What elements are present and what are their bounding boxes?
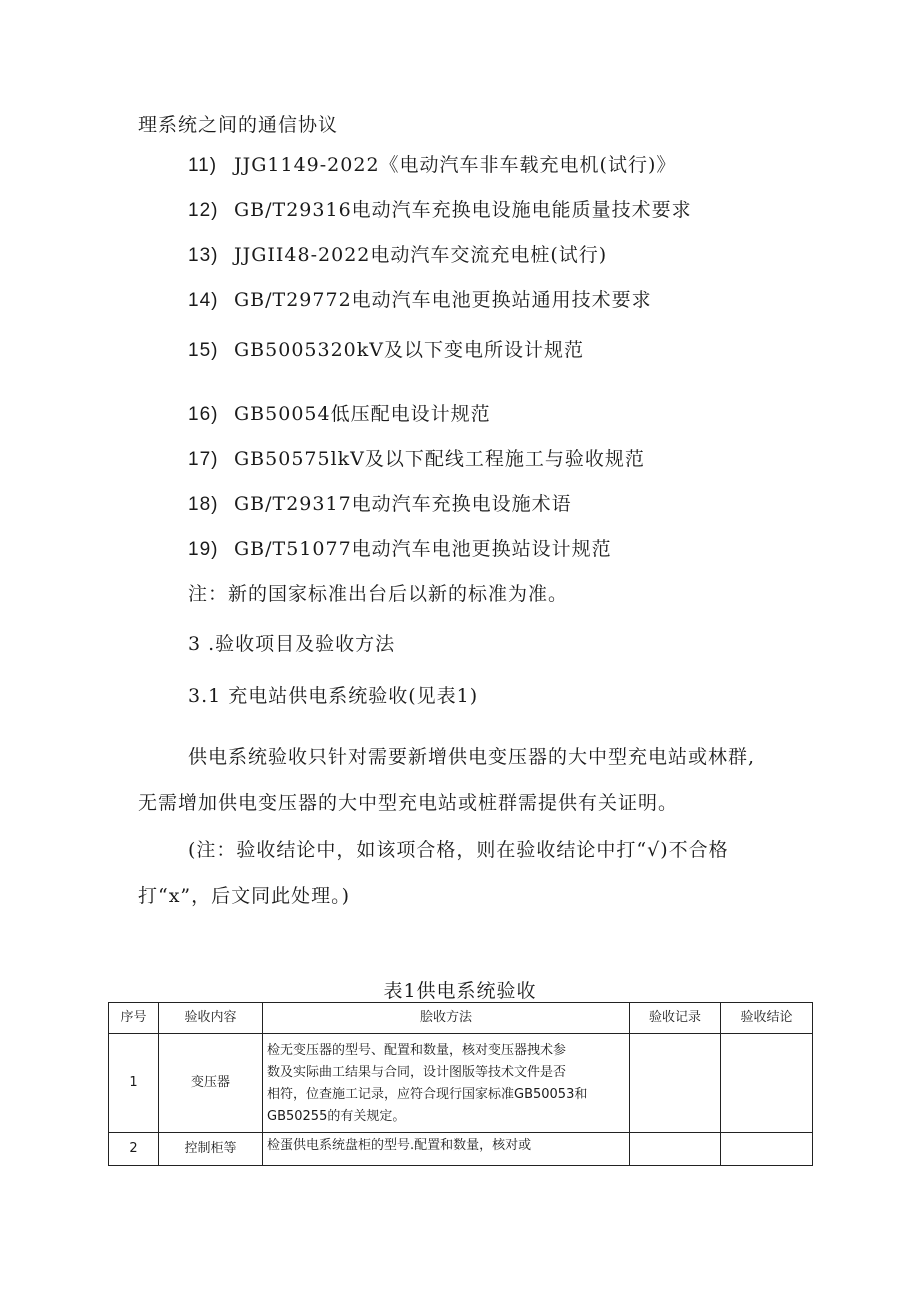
- standard-number: 11): [188, 155, 218, 176]
- standard-item: [188, 288, 652, 313]
- paragraph-2-line-1: (注：验收结论中，如该项合格，则在验收结论中打“√)不合格: [188, 839, 729, 861]
- paragraph-1-line-1: 供电系统验收只针对需要新增供电变压器的大中型充电站或林群,: [188, 746, 756, 768]
- method-line: GB50255的有关规定。: [267, 1109, 406, 1124]
- table-header-row: [109, 1003, 813, 1034]
- standard-item: [188, 402, 491, 427]
- standard-text: JJGII48-2022电动汽车交流充电桩(试行): [234, 244, 608, 266]
- standard-text: GB/T29317电动汽车充换电设施术语: [234, 493, 572, 515]
- header-acceptance-content: 验收内容: [159, 1003, 263, 1034]
- row-acceptance-method: [263, 1034, 630, 1133]
- standard-text: GB5005320kV及以下变电所设计规范: [234, 339, 584, 361]
- standard-text: GB50575lkV及以下配线工程施工与验收规范: [234, 448, 645, 470]
- row-acceptance-conclusion: [721, 1034, 813, 1133]
- standard-item: [188, 537, 612, 562]
- header-acceptance-conclusion: 验收结论: [721, 1003, 813, 1034]
- standard-item: [188, 492, 572, 517]
- row-acceptance-content: 变压器: [159, 1034, 263, 1133]
- standard-number: 17): [188, 449, 219, 470]
- paragraph-2-line-2: 打“x”，后文同此处理。): [138, 885, 351, 907]
- row-acceptance-record: [630, 1034, 721, 1133]
- acceptance-table: [108, 1002, 813, 1166]
- standard-item: [188, 153, 676, 178]
- standard-item: [188, 243, 607, 268]
- standard-number: 19): [188, 539, 219, 560]
- standard-text: GB/T29772电动汽车电池更换站通用技术要求: [234, 289, 652, 311]
- section-3-1-heading: 3.1 充电站供电系统验收(见表1): [188, 685, 479, 707]
- standard-number: 12): [188, 200, 219, 221]
- standard-text: JJG1149-2022《电动汽车非车载充电机(试行)》: [234, 154, 677, 176]
- standard-item: [188, 447, 645, 472]
- standards-note: 注：新的国家标准出台后以新的标准为准。: [188, 583, 569, 605]
- standard-number: 14): [188, 290, 219, 311]
- method-line: 检无变压器的型号、配置和数量，核对变压器拽术参: [267, 1043, 567, 1058]
- row-acceptance-content: 控制柜等: [159, 1133, 263, 1166]
- standard-item: [188, 338, 584, 363]
- row-serial-number: 1: [109, 1034, 159, 1133]
- section-3-heading: 3 .验收项目及验收方法: [188, 633, 396, 655]
- standard-number: 13): [188, 245, 219, 266]
- standard-text: GB/T29316电动汽车充换电设施电能质量技术要求: [234, 199, 692, 221]
- standard-item: [188, 198, 692, 223]
- method-line: 检蛋供电系统盘柜的型号.配置和数量，核对或: [267, 1138, 532, 1153]
- standard-number: 16): [188, 404, 219, 425]
- standard-number: 15): [188, 340, 219, 361]
- header-serial-number: 序号: [109, 1003, 159, 1034]
- paragraph-1-line-2: 无需增加供电变压器的大中型充电站或桩群需提供有关证明。: [138, 792, 679, 814]
- standard-text: GB/T51077电动汽车电池更换站设计规范: [234, 538, 612, 560]
- table-row: [109, 1133, 813, 1166]
- header-acceptance-method: 脍收方法: [263, 1003, 630, 1034]
- table-caption: 表1供电系统验收: [383, 980, 537, 1002]
- intro-line: 理系统之间的通信协议: [138, 114, 339, 136]
- row-acceptance-conclusion: [721, 1133, 813, 1166]
- table-row: [109, 1034, 813, 1133]
- standard-number: 18): [188, 494, 219, 515]
- row-serial-number: 2: [109, 1133, 159, 1166]
- header-acceptance-record: 验收记录: [630, 1003, 721, 1034]
- method-line: 数及实际曲工结果与合同，设计图版等技术文件是否: [267, 1065, 567, 1080]
- standard-text: GB50054低压配电设计规范: [234, 403, 491, 425]
- row-acceptance-method: [263, 1133, 630, 1166]
- method-line: 相符，位查施工记录，应符合现行国家标准GB50053和: [267, 1087, 588, 1102]
- row-acceptance-record: [630, 1133, 721, 1166]
